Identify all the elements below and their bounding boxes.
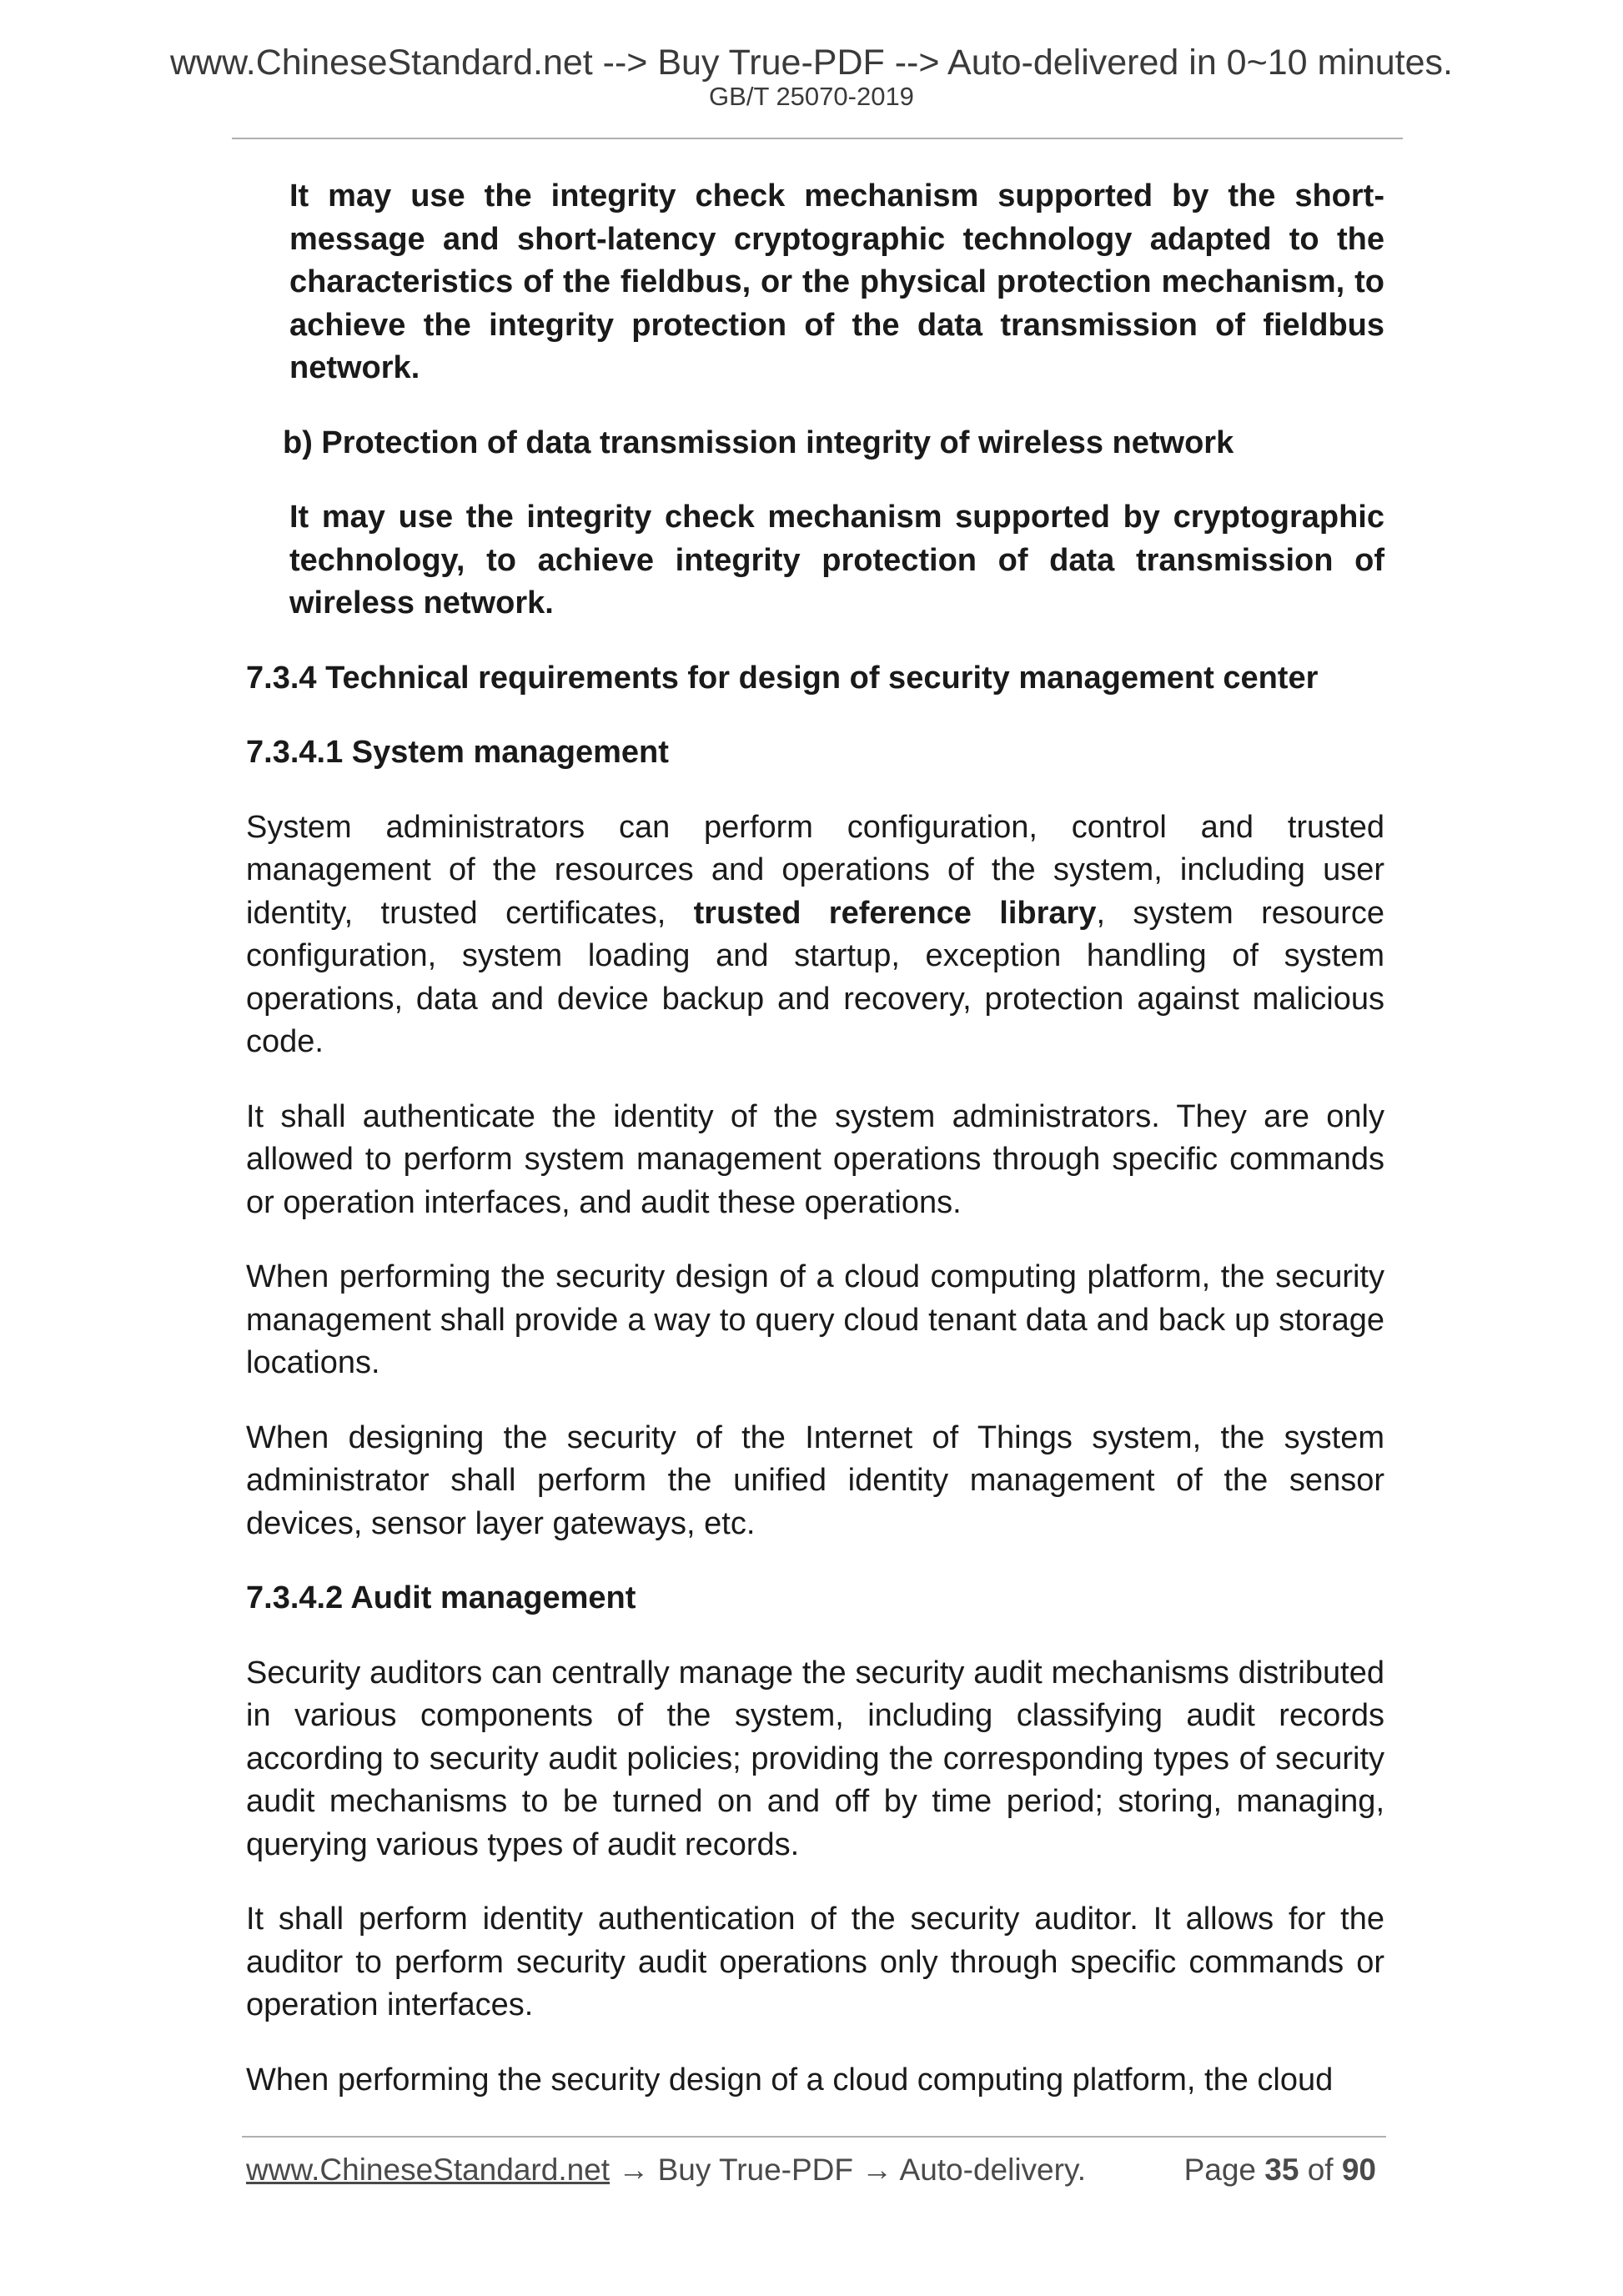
header-divider bbox=[232, 138, 1403, 139]
page-footer bbox=[246, 2152, 1384, 2188]
paragraph-system-management-1 bbox=[246, 806, 1384, 1064]
page-label: Page bbox=[1183, 2153, 1256, 2187]
footer-tagline: → Buy True-PDF → Auto-delivery. bbox=[610, 2153, 1086, 2187]
standard-code: GB/T 25070-2019 bbox=[709, 82, 914, 111]
footer-site-link[interactable]: www.ChineseStandard.net bbox=[246, 2153, 611, 2187]
page-indicator bbox=[1184, 2152, 1376, 2188]
paragraph-fieldbus-integrity: It may use the integrity check mechanism supported by the short-message and short-latency cryptographic technology adapted to the characteristics of the fieldbus, or the physical protection mechanism, to achieve the integrity protection of the data transmission of fieldbus network. bbox=[289, 178, 1384, 385]
page-total: 90 bbox=[1341, 2153, 1376, 2187]
paragraph-audit-management-2: It shall perform identity authentication of the security auditor. It allows for the auditor to perform security audit operations only through specific commands or operation interfaces. bbox=[246, 1902, 1384, 2022]
paragraph-text: System administrators can perform configuration, control and trusted management of the resources and operations of the system, including user identity, trusted certificates, bbox=[246, 809, 1384, 931]
paragraph-text: , system resource configuration, system loading and startup, exception handling of system operations, data and device backup and recovery, protection against malicious code. bbox=[246, 895, 1384, 1059]
paragraph-system-management-4: When designing the security of the Internet of Things system, the system administrator shall perform the unified identity management of the sensor devices, sensor layer gateways, etc. bbox=[246, 1419, 1384, 1541]
section-heading-7-3-4: 7.3.4 Technical requirements for design of security management center bbox=[246, 660, 1319, 696]
page-of: of bbox=[1307, 2153, 1334, 2187]
footer-divider bbox=[242, 2136, 1386, 2138]
paragraph-system-management-2: It shall authenticate the identity of the system administrators. They are only allowed to perform system management operations through specific commands or operation interfaces, and audit these operations. bbox=[246, 1098, 1384, 1220]
document-body bbox=[246, 175, 1384, 2133]
paragraph-audit-management-3: When performing the security design of a cloud computing platform, the cloud bbox=[246, 2062, 1334, 2098]
site-banner: www.ChineseStandard.net --> Buy True-PDF --> Auto-delivered in 0~10 minutes. bbox=[169, 43, 1453, 83]
section-heading-7-3-4-1: 7.3.4.1 System management bbox=[246, 735, 669, 770]
paragraph-system-management-3: When performing the security design of a cloud computing platform, the security management shall provide a way to query cloud tenant data and back up storage locations. bbox=[246, 1259, 1384, 1380]
section-heading-7-3-4-2: 7.3.4.2 Audit management bbox=[246, 1580, 636, 1615]
emphasis-trusted-reference-library: trusted reference library bbox=[693, 895, 1097, 931]
list-item-b-heading: b) Protection of data transmission integrity of wireless network bbox=[283, 425, 1234, 460]
page-current: 35 bbox=[1264, 2153, 1299, 2187]
paragraph-audit-management-1: Security auditors can centrally manage the security audit mechanisms distributed in various components of the system, including classifying audit records according to security audit policies; providing the corresponding types of security audit mechanisms to be turned on and off by time period; storing, managing, querying various types of audit records. bbox=[246, 1655, 1384, 1862]
paragraph-wireless-integrity: It may use the integrity check mechanism supported by cryptographic technology, to achieve integrity protection of data transmission of wireless network. bbox=[289, 500, 1384, 620]
